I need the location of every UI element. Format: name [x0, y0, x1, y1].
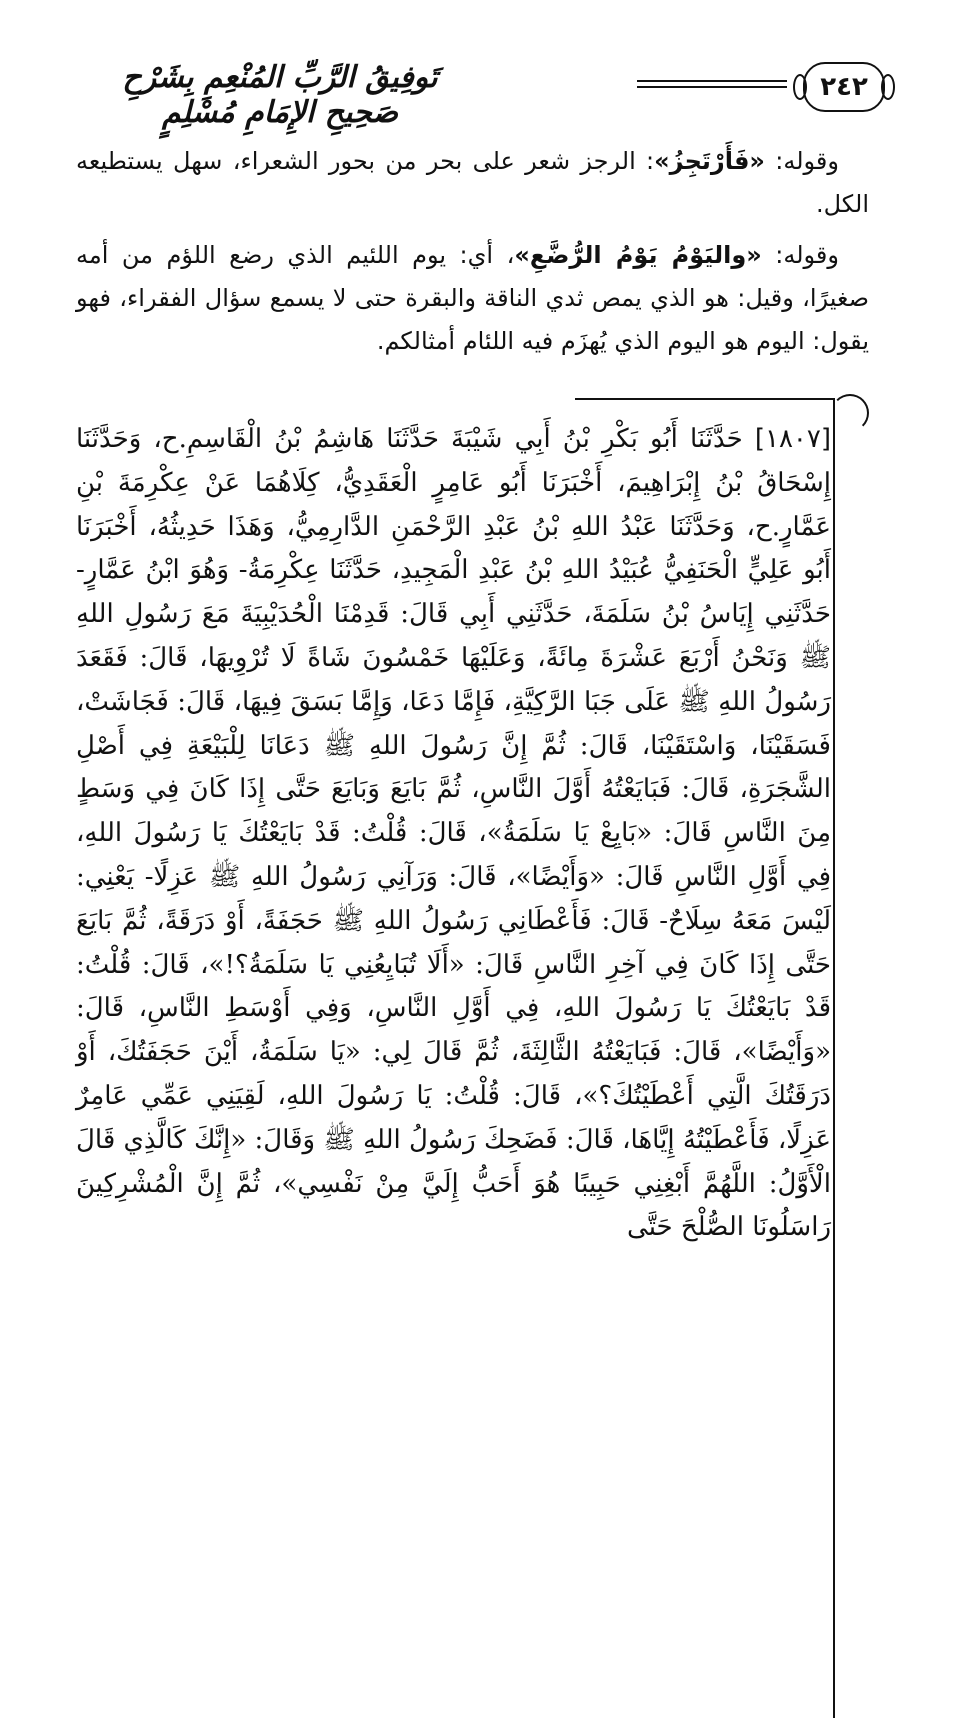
page-number: ٢٤٢ — [820, 72, 868, 102]
commentary-prefix: وقوله: — [764, 147, 839, 175]
page-header — [60, 54, 885, 130]
commentary-term: «واليَوْمُ يَوْمُ الرُّضَّعِ» — [514, 241, 762, 269]
commentary-prefix: وقوله: — [761, 241, 839, 269]
hadith-frame-side — [833, 398, 835, 1718]
hadith-body: حَدَّثَنَا أَبُو بَكْرِ بْنُ أَبِي شَيْبَةَ حَدَّثَنَا هَاشِمُ بْنُ الْقَاسِمِ.ح، وَحَدَّثَنَا إِسْحَاقُ بْنُ إِبْرَاهِيمَ، أَخْبَرَنَا أَبُو عَامِرٍ الْعَقَدِيُّ، كِلَاهُمَا عَنْ عِكْرِمَةَ بْنِ عَمَّارٍ.ح، وَحَدَّثَنَا عَبْدُ اللهِ بْنُ عَبْدِ الرَّحْمَنِ الدَّارِمِيُّ، وَهَذَا حَدِيثُهُ، أَخْبَرَنَا أَبُو عَلِيٍّ الْحَنَفِيُّ عُبَيْدُ اللهِ بْنُ عَبْدِ الْمَجِيدِ، حَدَّثَنَا عِكْرِمَةُ- وَهُوَ ابْنُ عَمَّارٍ- حَدَّثَنِي إِيَاسُ بْنُ سَلَمَةَ، حَدَّثَنِي أَبِي قَالَ: قَدِمْنَا الْحُدَيْبِيَةَ مَعَ رَسُولِ اللهِ ﷺ وَنَحْنُ أَرْبَعَ عَشْرَةَ مِائَةً، وَعَلَيْهَا خَمْسُونَ شَاةً لَا تُرْوِيهَا، قَالَ: فَقَعَدَ رَسُولُ اللهِ ﷺ عَلَى جَبَا الرَّكِيَّةِ، فَإِمَّا دَعَا، وَإِمَّا بَسَقَ فِيهَا، قَالَ: فَجَاشَتْ، فَسَقَيْنَا، وَاسْتَقَيْنَا، قَالَ: ثُمَّ إِنَّ رَسُولَ اللهِ ﷺ دَعَانَا لِلْبَيْعَةِ فِي أَصْلِ الشَّجَرَةِ، قَالَ: فَبَايَعْتُهُ أَوَّلَ النَّاسِ، ثُمَّ بَايَعَ وَبَايَعَ حَتَّى إِذَا كَانَ فِي وَسَطٍ مِنَ النَّاسِ قَالَ: «بَايِعْ يَا سَلَمَةُ»، قَالَ: قُلْتُ: قَدْ بَايَعْتُكَ يَا رَسُولَ اللهِ، فِي أَوَّلِ النَّاسِ قَالَ: «وَأَيْضًا»، قَالَ: وَرَآنِي رَسُولُ اللهِ ﷺ عَزِلًا- يَعْنِي: لَيْسَ مَعَهُ سِلَاحٌ- قَالَ: فَأَعْطَانِي رَسُولُ اللهِ ﷺ حَجَفَةً، أَوْ دَرَقَةً، ثُمَّ بَايَعَ حَتَّى إِذَا كَانَ فِي آخِرِ النَّاسِ قَالَ: «أَلَا تُبَايِعُنِي يَا سَلَمَةُ؟!»، قَالَ: قُلْتُ: قَدْ بَايَعْتُكَ يَا رَسُولَ اللهِ، فِي أَوَّلِ النَّاسِ، وَفِي أَوْسَطِ النَّاسِ، قَالَ: «وَأَيْضًا»، قَالَ: فَبَايَعْتُهُ الثَّالِثَةَ، ثُمَّ قَالَ لِي: «يَا سَلَمَةُ، أَيْنَ حَجَفَتُكَ، أَوْ دَرَقَتُكَ الَّتِي أَعْطَيْتُكَ؟»، قَالَ: قُلْتُ: يَا رَسُولَ اللهِ، لَقِيَنِي عَمِّي عَامِرٌ عَزِلًا، فَأَعْطَيْتُهُ إِيَّاهَا، قَالَ: فَضَحِكَ رَسُولُ اللهِ ﷺ وَقَالَ: «إِنَّكَ كَالَّذِي قَالَ الْأَوَّلُ: اللَّهُمَّ أَبْغِنِي حَبِيبًا هُوَ أَحَبُّ إِلَيَّ مِنْ نَفْسِي»، ثُمَّ إِنَّ الْمُشْرِكِينَ رَاسَلُونَا الصُّلْحَ حَتَّى — [76, 424, 832, 1243]
page-number-ornament — [803, 62, 885, 112]
commentary-paragraph — [76, 140, 869, 226]
hadith-number: [١٨٠٧] — [754, 424, 831, 454]
hadith-frame-top — [575, 398, 835, 400]
commentary-text: : الرجز شعر على بحر من بحور الشعراء، سهل يستطيعه الكل. — [76, 147, 869, 218]
commentary-paragraph — [76, 234, 869, 363]
commentary — [76, 140, 869, 371]
hadith-text — [76, 418, 831, 1250]
frame-corner-ornament — [831, 394, 869, 432]
commentary-text: ، أي: يوم اللئيم الذي رضع اللؤم من أمه صغيرًا، وقيل: هو الذي يمص ثدي الناقة والبقرة حتى لا يسمع سؤال الفقراء، فهو يقول: اليوم هو اليوم الذي يُهزَم فيه اللئام أمثالكم. — [76, 241, 869, 355]
commentary-term: «فَأَرْتَجِزُ» — [654, 147, 765, 175]
book-title: تَوفِيقُ الرَّبِّ المُنْعِمِ بِشَرْحِ صَحِيحِ الإِمَامِ مُسْلِمٍ — [122, 60, 438, 130]
header-rule — [637, 80, 787, 88]
